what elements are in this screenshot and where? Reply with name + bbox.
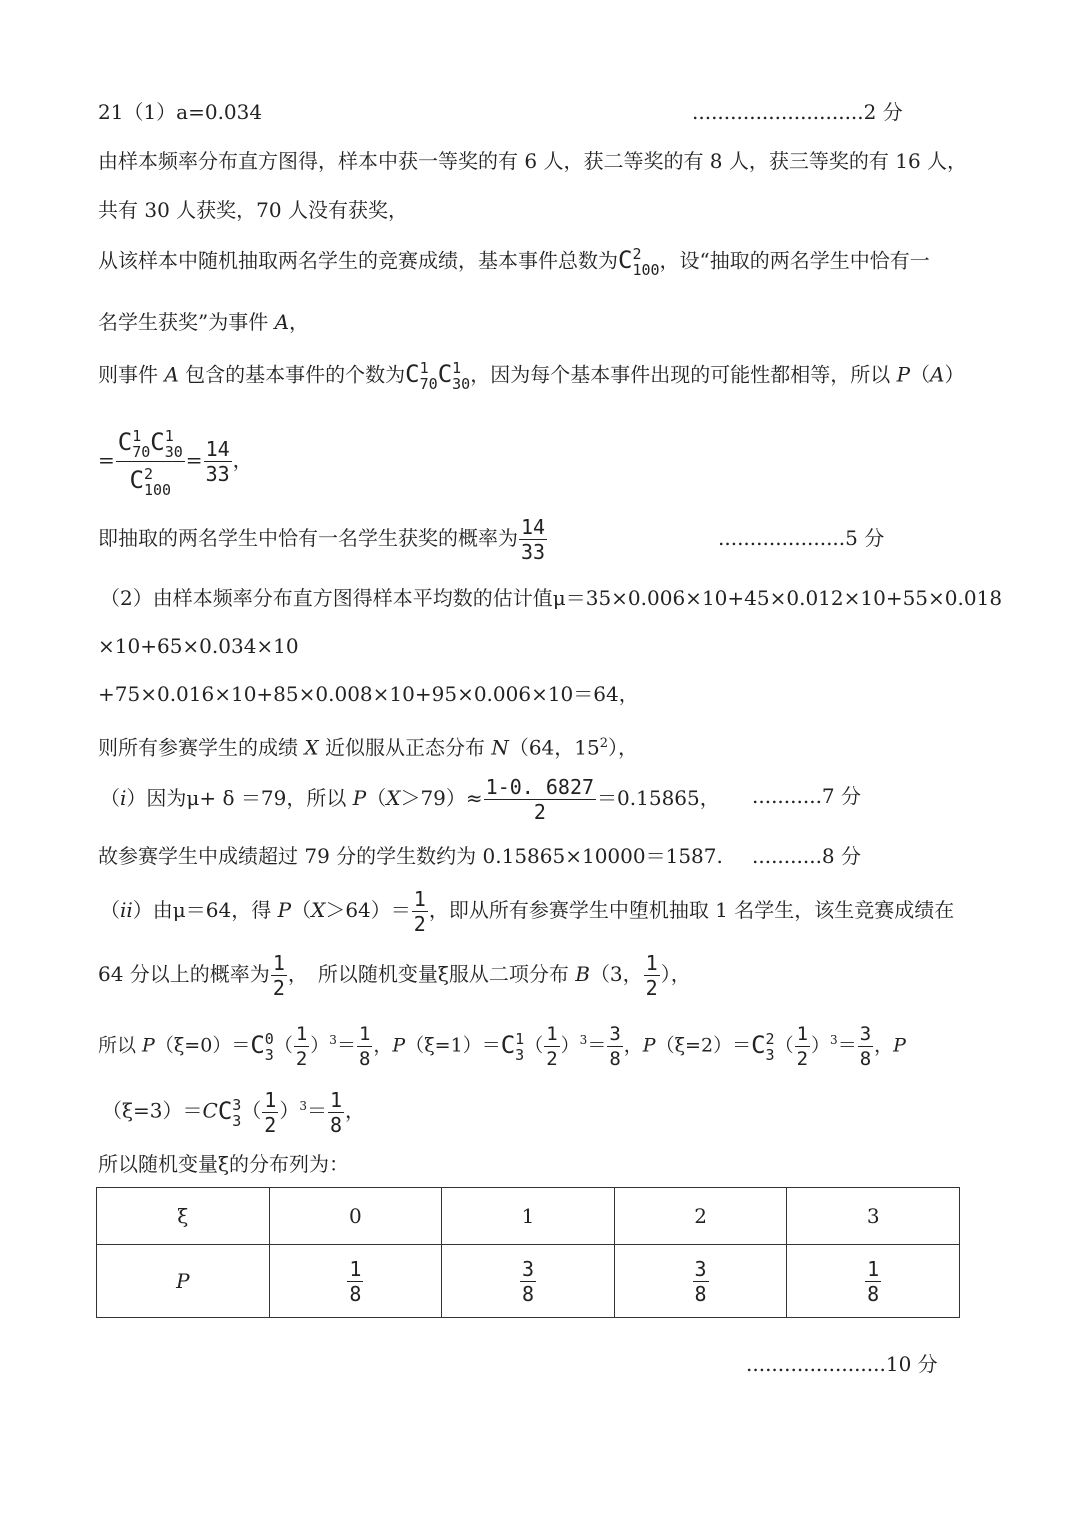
text-line-3: 共有 30 人获奖，70 人没有获奖， [98, 198, 408, 222]
fraction-14-33: $\frac{14}{33}$ [205, 437, 230, 486]
text-line-14: 故参赛学生中成绩超过 79 分的学生数约为 0.15865×10000＝1587. [98, 844, 723, 868]
comb-c100-2: C 2 100 [618, 245, 660, 279]
score-8: ...........8 分 [752, 844, 862, 868]
table-cell: 2 [614, 1188, 787, 1245]
text-line-5: 名学生获奖”为事件 A， [98, 310, 310, 334]
text-line-10: ×10+65×0.034×10 [98, 634, 299, 658]
text-line-19: 所以随机变量ξ的分布列为： [98, 1152, 350, 1176]
text-line-2: 由样本频率分布直方图得，样本中获一等奖的有 6 人，获二等奖的有 8 人，获三等奖的有 16 人， [98, 149, 968, 173]
comb-c30-1: C 1 30 [437, 359, 471, 393]
score-2: ...........................2 分 [692, 100, 903, 124]
text-line-17: 所以 P（ξ=0）＝C 0 3 （ $\frac{1}{2}$ ）$^3$＝ $\frac{1}{8}$ ，P（ξ=1）＝C 1 3 （ $\frac{1}{2}$ ）$^3$＝ $\frac{3}{8}$ ，P（ξ=2）＝C 2 3 （ $\frac{1}{2}$ ）$^3$＝ $\frac{3}{8}$ ，P [98, 1022, 906, 1070]
text-line-13: （i）因为μ+ δ ＝79，所以 P（X＞79）≈ $\frac{1-0. 6827}{2}$ ＝0.15865， [100, 775, 720, 824]
table-cell: $\frac{3}{8}$ [442, 1245, 615, 1318]
score-7: ...........7 分 [752, 784, 862, 808]
text-line-9: （2）由样本频率分布直方图得样本平均数的估计值μ＝35×0.006×10+45×0.012×10+55×0.018 [100, 586, 1003, 610]
table-cell: $\frac{1}{8}$ [269, 1245, 442, 1318]
text-line-16: 64 分以上的概率为 $\frac{1}{2}$ ， 所以随机变量ξ服从二项分布 B（3， $\frac{1}{2}$ ）， [98, 951, 691, 1000]
text-line-8: 即抽取的两名学生中恰有一名学生获奖的概率为 $\frac{14}{33}$ [98, 515, 546, 564]
table-row [97, 1245, 960, 1318]
comb-c70-1: C 1 70 [405, 359, 438, 393]
text-line-4: 从该样本中随机抽取两名学生的竞赛成绩，基本事件总数为C 2 100 ，设“抽取的两名学生中恰有一 [98, 245, 930, 279]
text-line-15: （ii）由μ＝64，得 P（X＞64）＝ $\frac{1}{2}$ ，即从所有参赛学生中堕机抽取 1 名学生，该生竞赛成绩在 [100, 887, 955, 936]
table-cell: 0 [269, 1188, 442, 1245]
text-line-18: （ξ=3）＝CC 3 3 （ $\frac{1}{2}$ ）$^3$＝ $\frac{1}{8}$ ， [102, 1087, 366, 1137]
text-line-11: +75×0.016×10+85×0.008×10+95×0.006×10＝64， [98, 682, 639, 706]
text-line-6: 则事件 A 包含的基本事件的个数为C 1 70 C 1 30 ，因为每个基本事件出现的可能性都相等，所以 P（A） [98, 359, 965, 393]
distribution-table [96, 1187, 960, 1318]
table-cell: $\frac{3}{8}$ [614, 1245, 787, 1318]
score-5: ....................5 分 [718, 526, 885, 550]
answer-21-part1-result: 21（1）a=0.034 [98, 100, 263, 124]
probability-formula: = C 1 70 C 1 30 C 2 100 = $\frac{14}{33}$ ， [98, 422, 253, 499]
table-cell: 1 [442, 1188, 615, 1245]
table-cell: $\frac{1}{8}$ [787, 1245, 960, 1318]
fraction-big: C 1 70 C 1 30 C 2 100 [116, 425, 185, 499]
score-10: ......................10 分 [746, 1352, 938, 1376]
table-header-row [97, 1188, 960, 1245]
table-cell: ξ [97, 1188, 270, 1245]
table-cell: 3 [787, 1188, 960, 1245]
text-line-12: 则所有参赛学生的成绩 X 近似服从正态分布 N（64，$15^2$）， [98, 735, 639, 760]
table-cell: P [97, 1245, 270, 1318]
